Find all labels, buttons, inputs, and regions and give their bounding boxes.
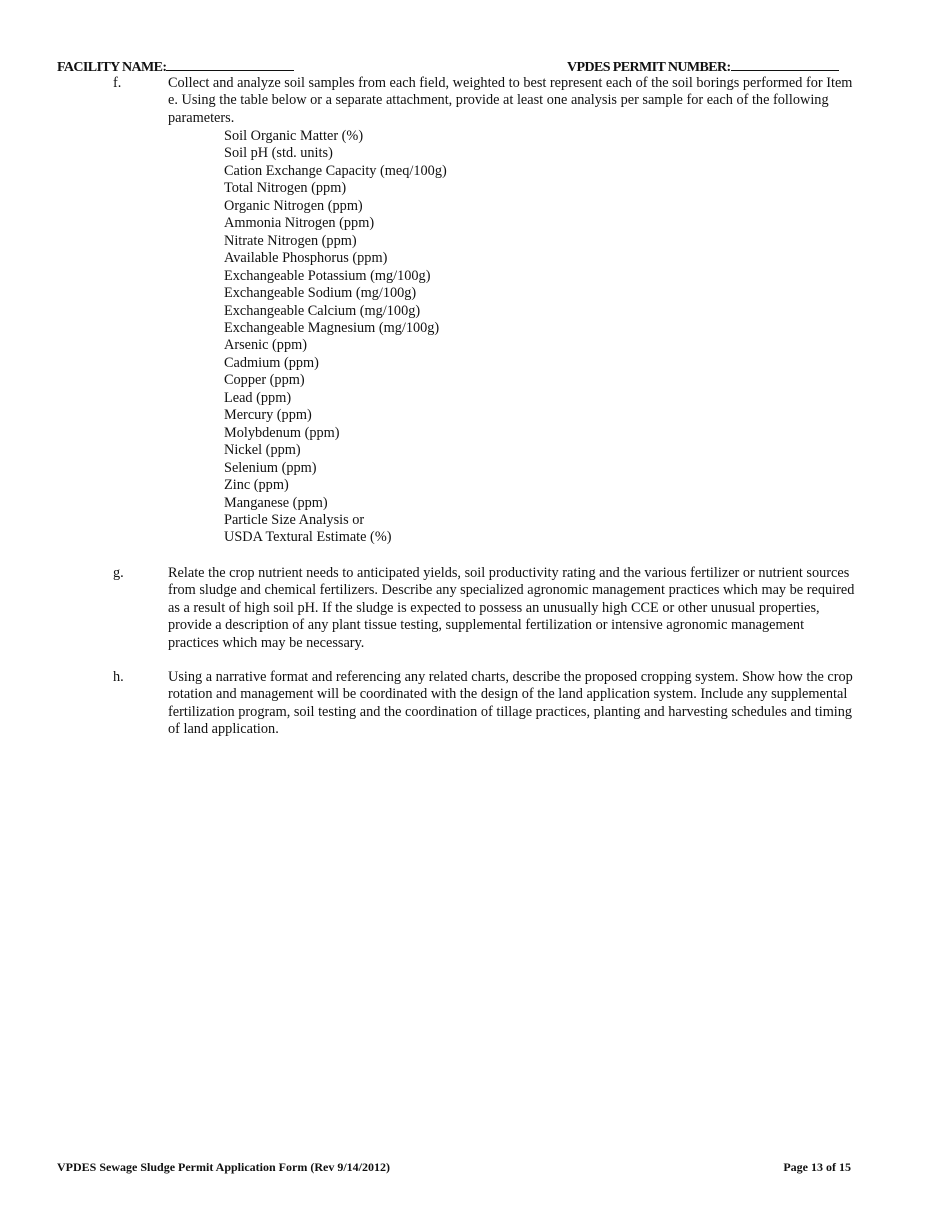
facility-name-field bbox=[57, 57, 294, 76]
page-header bbox=[57, 57, 851, 75]
item-g-letter: g. bbox=[113, 565, 124, 581]
parameter-item: Cation Exchange Capacity (meq/100g) bbox=[224, 162, 447, 179]
parameter-item: Molybdenum (ppm) bbox=[224, 424, 340, 441]
item-g bbox=[57, 565, 857, 653]
form-title: VPDES Sewage Sludge Permit Application Form (Rev 9/14/2012) bbox=[57, 1160, 390, 1174]
permit-number-blank[interactable] bbox=[731, 57, 839, 71]
parameter-item: Nitrate Nitrogen (ppm) bbox=[224, 232, 357, 249]
parameter-item: Copper (ppm) bbox=[224, 372, 305, 389]
item-h-letter: h. bbox=[113, 669, 124, 685]
parameter-item: Arsenic (ppm) bbox=[224, 337, 307, 354]
parameter-item: USDA Textural Estimate (%) bbox=[224, 529, 392, 546]
item-f bbox=[57, 75, 857, 127]
parameter-item: Exchangeable Magnesium (mg/100g) bbox=[224, 319, 440, 336]
parameter-list bbox=[224, 128, 624, 547]
parameter-item: Particle Size Analysis or bbox=[224, 511, 365, 528]
parameter-item: Soil pH (std. units) bbox=[224, 145, 333, 162]
item-h-text: Using a narrative format and referencing any related charts, describe the proposed cropping system. Show how the crop rotation and management will be coordinated with the design of the land application system. Include any supplemental fertilization program, soil testing and the coordination of tillage practices, planting and harvesting schedules and timing of land application. bbox=[168, 669, 853, 738]
parameter-item: Nickel (ppm) bbox=[224, 442, 301, 459]
parameter-item: Lead (ppm) bbox=[224, 389, 292, 406]
parameter-item: Soil Organic Matter (%) bbox=[224, 128, 364, 144]
page-footer bbox=[57, 1160, 851, 1176]
parameter-item: Selenium (ppm) bbox=[224, 459, 317, 476]
facility-name-label: FACILITY NAME: bbox=[57, 60, 167, 75]
parameter-item: Exchangeable Sodium (mg/100g) bbox=[224, 285, 417, 302]
parameter-item: Ammonia Nitrogen (ppm) bbox=[224, 215, 375, 232]
item-f-letter: f. bbox=[113, 75, 122, 91]
page-number: Page 13 of 15 bbox=[783, 1160, 851, 1174]
parameter-item: Zinc (ppm) bbox=[224, 477, 289, 494]
parameter-item: Exchangeable Calcium (mg/100g) bbox=[224, 302, 421, 319]
item-h bbox=[57, 669, 857, 741]
parameter-item: Mercury (ppm) bbox=[224, 407, 312, 424]
facility-name-blank[interactable] bbox=[166, 57, 294, 71]
parameter-item: Total Nitrogen (ppm) bbox=[224, 180, 347, 197]
permit-number-label: VPDES PERMIT NUMBER: bbox=[567, 60, 731, 75]
parameter-item: Exchangeable Potassium (mg/100g) bbox=[224, 267, 431, 284]
item-f-text: Collect and analyze soil samples from each field, weighted to best represent each of the soil borings performed for Item e. Using the table below or a separate attachment, provide at least one analysis per sample for each of the following parameters. bbox=[168, 75, 853, 126]
parameter-item: Cadmium (ppm) bbox=[224, 354, 319, 371]
parameter-item: Organic Nitrogen (ppm) bbox=[224, 197, 363, 214]
permit-number-field bbox=[567, 57, 839, 76]
item-g-text: Relate the crop nutrient needs to anticipated yields, soil productivity rating and the various fertilizer or nutrient sources from sludge and chemical fertilizers. Describe any specialized agronomic management practices which may be required as a result of high soil pH. If the sludge is expected to possess an unusually high CCE or other unusual properties, provide a description of any plant tissue testing, supplemental fertilization or intensive agronomic management practices which may be necessary. bbox=[168, 565, 855, 651]
parameter-item: Manganese (ppm) bbox=[224, 494, 328, 511]
parameter-item: Available Phosphorus (ppm) bbox=[224, 250, 388, 267]
